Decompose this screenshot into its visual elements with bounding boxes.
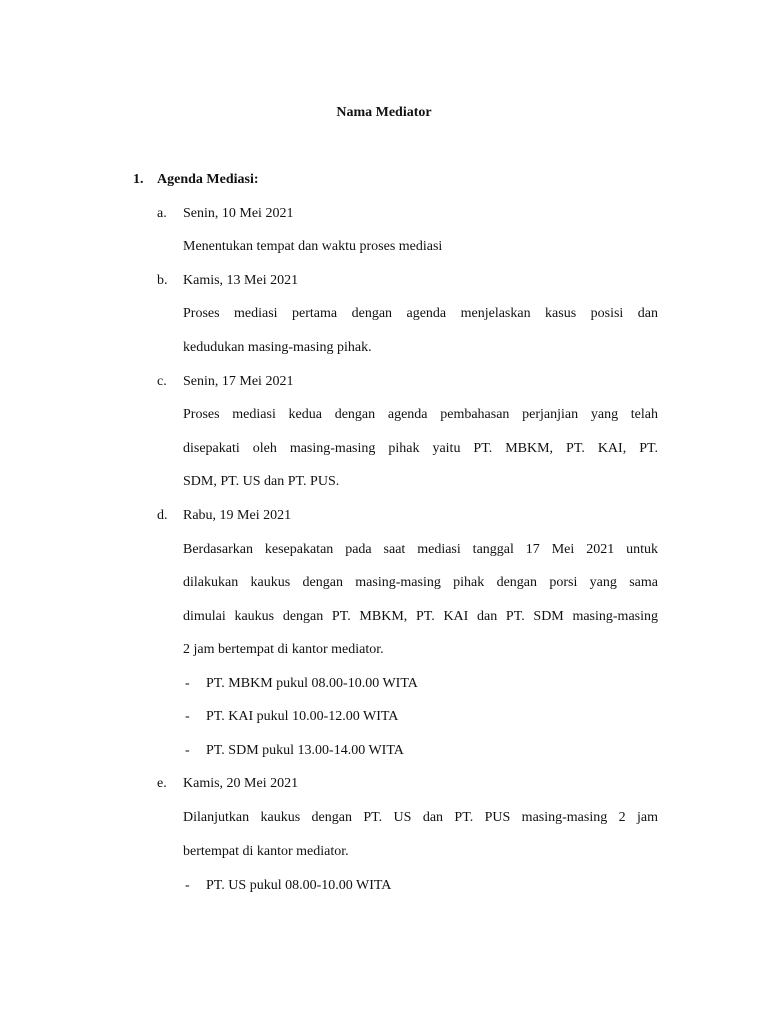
section-heading: Agenda Mediasi: [157,172,259,187]
bullet-dash: - [185,709,190,724]
item-text-d-line-2: dilakukan kaukus dengan masing-masing pihak dengan porsi yang sama [183,575,658,590]
bullet-dash: - [185,743,190,758]
item-text-b-line-2: kedudukan masing-masing pihak. [183,340,372,355]
item-text-d-line-1: Berdasarkan kesepakatan pada saat mediasi tanggal 17 Mei 2021 untuk [183,542,658,557]
item-text-e-line-2: bertempat di kantor mediator. [183,844,349,859]
item-marker-d: d. [157,508,168,523]
item-marker-e: e. [157,776,167,791]
bullet-text-d-3: PT. SDM pukul 13.00-14.00 WITA [206,743,404,758]
item-text-c-line-2: disepakati oleh masing-masing pihak yaitu PT. MBKM, PT. KAI, PT. [183,441,658,456]
item-marker-b: b. [157,273,168,288]
item-text-c-line-1: Proses mediasi kedua dengan agenda pembahasan perjanjian yang telah [183,407,658,422]
section-number: 1. [133,172,144,187]
item-text-d-line-3: dimulai kaukus dengan PT. MBKM, PT. KAI dan PT. SDM masing-masing [183,609,658,624]
bullet-dash: - [185,878,190,893]
item-date-c: Senin, 17 Mei 2021 [183,374,294,389]
item-text-d-line-4: 2 jam bertempat di kantor mediator. [183,642,384,657]
item-date-d: Rabu, 19 Mei 2021 [183,508,292,523]
item-text-b-line-1: Proses mediasi pertama dengan agenda menjelaskan kasus posisi dan [183,306,658,321]
bullet-text-e-1: PT. US pukul 08.00-10.00 WITA [206,878,392,893]
item-text-a-line-1: Menentukan tempat dan waktu proses mediasi [183,239,443,254]
item-text-c-line-3: SDM, PT. US dan PT. PUS. [183,474,340,489]
item-date-e: Kamis, 20 Mei 2021 [183,776,299,791]
bullet-text-d-1: PT. MBKM pukul 08.00-10.00 WITA [206,676,418,691]
item-marker-c: c. [157,374,167,389]
bullet-dash: - [185,676,190,691]
item-text-e-line-1: Dilanjutkan kaukus dengan PT. US dan PT. PUS masing-masing 2 jam [183,810,658,825]
item-marker-a: a. [157,206,167,221]
document-title: Nama Mediator [336,105,432,120]
bullet-text-d-2: PT. KAI pukul 10.00-12.00 WITA [206,709,399,724]
item-date-a: Senin, 10 Mei 2021 [183,206,294,221]
item-date-b: Kamis, 13 Mei 2021 [183,273,299,288]
